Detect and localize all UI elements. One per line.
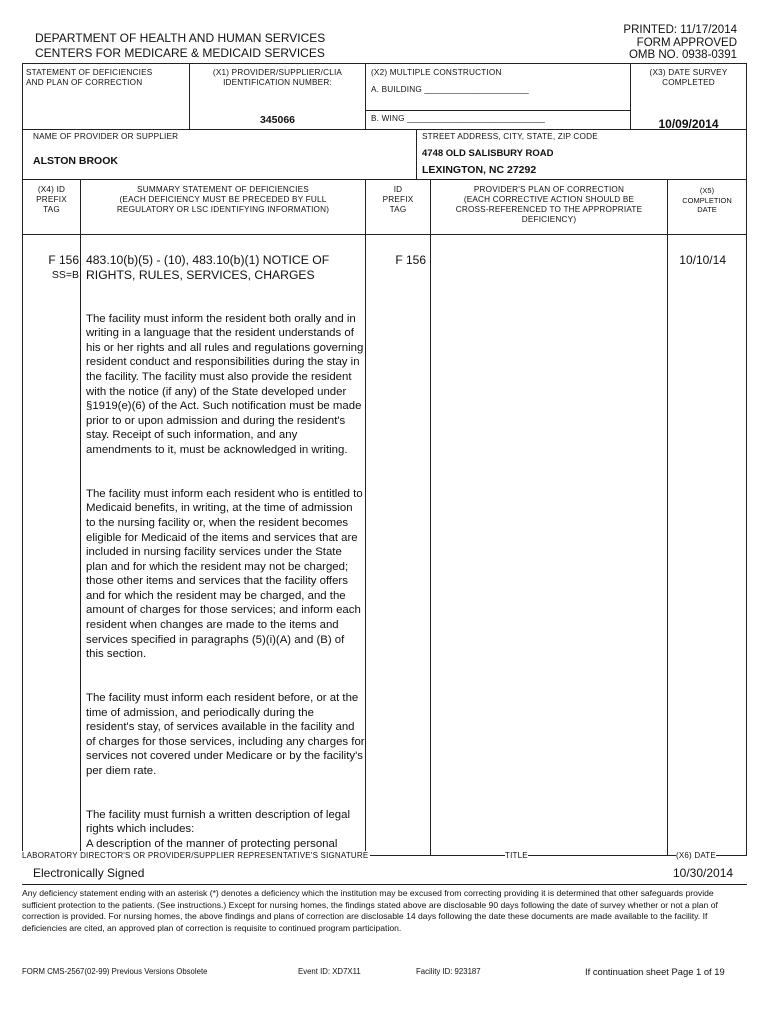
department-title: DEPARTMENT OF HEALTH AND HUMAN SERVICES bbox=[35, 31, 326, 45]
title-label: TITLE bbox=[505, 851, 528, 860]
x4-tag: TAG bbox=[43, 205, 60, 214]
id-tag: TAG bbox=[389, 205, 407, 214]
survey-date: 10/09/2014 bbox=[658, 117, 719, 131]
x4-prefix: PREFIX bbox=[36, 195, 67, 204]
paragraph-3: The facility must inform each resident before, or at the time of admission, and periodically during the resident's stay, of services available in the facility and of charges for those services, including any charges for services not covered under Medicare or by the facility's per diem rate. bbox=[86, 692, 365, 777]
summary-header-2: (EACH DEFICIENCY MUST BE PRECEDED BY FULL bbox=[119, 195, 327, 204]
id-label: ID bbox=[393, 185, 403, 194]
scope-severity: SS=B bbox=[51, 269, 79, 281]
address-line2: LEXINGTON, NC 27292 bbox=[422, 164, 537, 176]
form-number: FORM CMS-2567(02-99) Previous Versions Obsolete bbox=[22, 967, 208, 976]
signature-value: Electronically Signed bbox=[33, 866, 145, 880]
provider-name: ALSTON BROOK bbox=[33, 155, 118, 167]
page-indicator: If continuation sheet Page 1 of 19 bbox=[585, 966, 725, 977]
paragraph-4: The facility must furnish a written description of legal rights which includes: A description of the manner of protecting personal bbox=[86, 808, 350, 850]
id-prefix: PREFIX bbox=[382, 195, 414, 204]
regulation-title-1: 483.10(b)(5) - (10), 483.10(b)(1) NOTICE OF bbox=[86, 253, 330, 267]
event-id: Event ID: XD7X11 bbox=[298, 967, 361, 976]
wing-label: B. WING _____________________________ bbox=[371, 114, 546, 123]
plan-tag: F 156 bbox=[395, 253, 426, 267]
paragraph-1: The facility must inform the resident both orally and in writing in a language that the resident understands of his or her rights and all rules and regulations governing resident conduct and responsibilities during the stay in the facility. The facility must also provide the resident with the notice (if any) of the State developed under §1919(e)(6) of the Act. Such notification must be made prior to or upon admission and during the resident's stay. Receipt of such information, and any amendments to it, must be acknowledged in writing. bbox=[86, 312, 364, 456]
provider-label: NAME OF PROVIDER OR SUPPLIER bbox=[33, 132, 179, 141]
statement-label: STATEMENT OF DEFICIENCIES bbox=[26, 68, 153, 77]
address-line1: 4748 OLD SALISBURY ROAD bbox=[422, 148, 554, 159]
x3-label: (X3) DATE SURVEY bbox=[649, 68, 728, 77]
x4-label: (X4) ID bbox=[37, 185, 66, 194]
facility-id: Facility ID: 923187 bbox=[416, 967, 481, 976]
form-approved: FORM APPROVED bbox=[636, 36, 737, 49]
plan-header: PROVIDER'S PLAN OF CORRECTION bbox=[473, 185, 625, 194]
statement-label-2: AND PLAN OF CORRECTION bbox=[26, 78, 143, 87]
plan-header-3: CROSS-REFERENCED TO THE APPROPRIATE bbox=[455, 205, 643, 214]
regulation-title-2: RIGHTS, RULES, SERVICES, CHARGES bbox=[86, 268, 315, 282]
plan-header-2: (EACH CORRECTIVE ACTION SHOULD BE bbox=[463, 195, 635, 204]
x1-label-2: IDENTIFICATION NUMBER: bbox=[223, 78, 332, 87]
signature-date: 10/30/2014 bbox=[673, 866, 734, 880]
x5-date: DATE bbox=[697, 205, 717, 214]
footnote: Any deficiency statement ending with an asterisk (*) denotes a deficiency which the institution may be excused from correcting providing it is determined that other safeguards provide sufficient protection to the patients. (See instructions.) Except for nursing homes, the findings stated above are disclosable 90 days following the date of survey whether or not a plan of correction is provided. For nursing homes, the above findings and plans of correction are disclosable 14 days following the date these documents are made available to the facility. If deficiencies are cited, an approved plan of correction is requisite to continued program participation. bbox=[22, 888, 718, 933]
x5-completion: COMPLETION bbox=[682, 195, 732, 205]
x2-label: (X2) MULTIPLE CONSTRUCTION bbox=[371, 68, 502, 77]
agency-title: CENTERS FOR MEDICARE & MEDICAID SERVICES bbox=[35, 46, 325, 60]
paragraph-2: The facility must inform each resident who is entitled to Medicaid benefits, in writing, at the time of admission to the nursing facility or, when the resident becomes eligible for Medicaid of the items and services that are included in nursing facility services under the State plan and for which the resident may not be charged; those other items and services that the facility offers and for which the resident may be charged, and the amount of charges for those services; and inform each resident when changes are made to the items and services specified in paragraphs (5)(i)(A) and (B) of this section. bbox=[86, 487, 363, 661]
completion-date: 10/10/14 bbox=[679, 253, 726, 267]
x3-label-2: COMPLETED bbox=[662, 78, 715, 87]
signature-label: LABORATORY DIRECTOR'S OR PROVIDER/SUPPLIER REPRESENTATIVE'S SIGNATURE bbox=[22, 851, 369, 860]
x1-label: (X1) PROVIDER/SUPPLIER/CLIA bbox=[212, 68, 343, 77]
building-label: A. BUILDING ______________________ bbox=[371, 85, 529, 94]
summary-header: SUMMARY STATEMENT OF DEFICIENCIES bbox=[137, 185, 309, 194]
printed-date: PRINTED: 11/17/2014 bbox=[623, 24, 737, 36]
x6-label: (X6) DATE bbox=[676, 851, 716, 860]
x5-label: (X5) bbox=[699, 186, 715, 195]
deficiency-tag: F 156 bbox=[48, 253, 79, 267]
provider-id-number: 345066 bbox=[259, 114, 296, 126]
address-label: STREET ADDRESS, CITY, STATE, ZIP CODE bbox=[422, 132, 598, 141]
summary-header-3: REGULATORY OR LSC IDENTIFYING INFORMATION) bbox=[116, 205, 330, 214]
plan-header-4: DEFICIENCY) bbox=[521, 215, 577, 224]
omb-number: OMB NO. 0938-0391 bbox=[628, 49, 737, 61]
